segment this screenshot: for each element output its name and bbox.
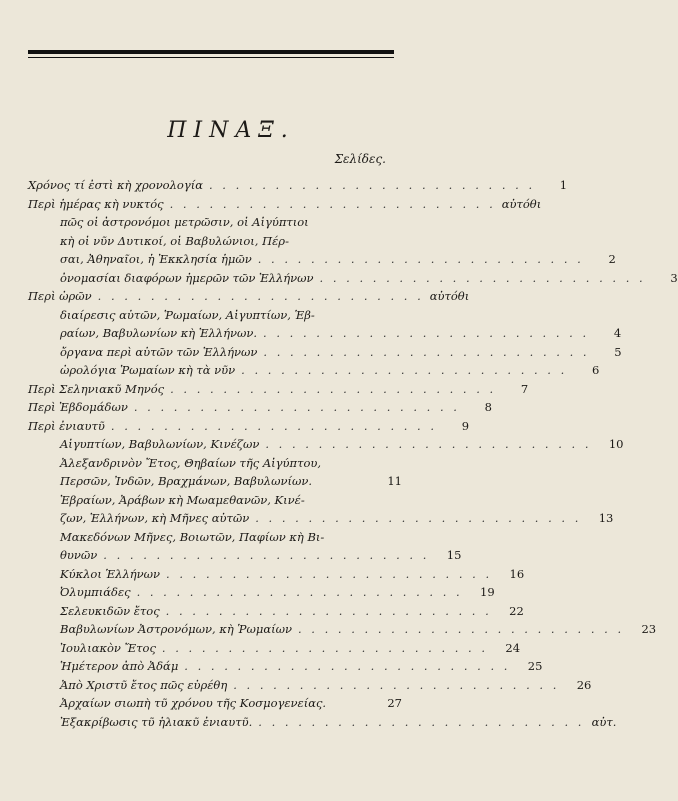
toc-entry-text: Αἰγυπτίων, Βαβυλωνίων, Κινέζων xyxy=(60,437,260,451)
toc-entry-text: Μακεδόνων Μῆνες, Βοιωτῶν, Παφίων κὴ Βι- xyxy=(60,529,325,544)
toc-entry xyxy=(28,491,402,510)
toc-entry-text: Περσῶν, Ἰνδῶν, Βραχμάνων, Βαβυλωνίων. xyxy=(60,474,312,488)
dot-leader: . . . . . . . . . . . . . . . . . . . . . . . . . xyxy=(297,622,625,636)
toc-entry xyxy=(28,306,402,325)
toc-entry-text: κὴ οἱ νῦν Δυτικοί, οἱ Βαβυλώνιοι, Πέρ- xyxy=(60,233,289,248)
toc-entry xyxy=(28,620,657,639)
toc-entry-text: σαι, Ἀθηναῖοι, ἡ Ἐκκλησία ἡμῶν xyxy=(60,252,252,266)
toc-entry-text: ὀνομασίαι διαφόρων ἡμερῶν τῶν Ἑλλήνων xyxy=(60,270,314,285)
toc-page-number: 9 xyxy=(461,418,470,433)
dot-leader: . . . . . . . . . . . . . . . . . . . . . . . . . xyxy=(241,363,568,377)
toc-entry xyxy=(28,232,402,251)
toc-entry-text: Κύκλοι Ἑλλήνων xyxy=(60,566,161,581)
toc-entry xyxy=(28,602,524,621)
toc-entry-text: διαίρεσις αὐτῶν, Ῥωμαίων, Αἰγυπτίων, Ἑβ- xyxy=(60,307,315,322)
toc-page-number: 2 xyxy=(608,252,616,266)
dot-leader: . . . . . . . . . . . . . . . . . . . . . . . . . xyxy=(233,677,560,692)
toc-entry-text: Περὶ Σεληνιακῦ Μηνός xyxy=(28,381,165,396)
toc-entry-text: Βαβυλωνίων Ἀστρονόμων, κὴ Ῥωμαίων xyxy=(60,622,292,636)
page-column-header: Σελίδες. xyxy=(334,152,386,166)
toc-page-number: 19 xyxy=(480,585,495,599)
dot-leader: . . . . . . . . . . . . . . . . . . . . . . . . . xyxy=(258,714,585,729)
toc-entry-text: ὡρολόγια Ῥωμαίων κὴ τὰ νῦν xyxy=(60,363,236,377)
toc-page-number: 5 xyxy=(614,344,622,359)
dot-leader: . . . . . . . . . . . . . . . . . . . . . . . . . xyxy=(255,511,582,525)
toc-entry-text: Περὶ ὡρῶν xyxy=(28,289,92,303)
dot-leader: . . . . . . . . . . . . . . . . . . . . . . . . . xyxy=(263,344,590,359)
dot-leader: . . . . . . . . . . . . . . . . . . . . . . . . . xyxy=(97,289,424,303)
toc-page-number: αὐτ. xyxy=(591,714,617,729)
top-thin-rule xyxy=(28,57,394,58)
toc-entry-text: Ἡμέτερον ἀπὸ Ἀδάμ xyxy=(60,659,179,673)
toc-entry-text: Ἑβραίων, Ἀράβων κὴ Μωαμεθανῶν, Κινέ- xyxy=(60,492,305,507)
dot-leader: . . . . . . . . . . . . . . . . . . . . . . . . . xyxy=(161,640,489,655)
toc-entry-text: Περὶ Ἑβδομάδων xyxy=(28,400,128,414)
toc-entry xyxy=(28,657,543,676)
toc-entry-text: ὄργανα περὶ αὐτῶν τῶν Ἑλλήνων xyxy=(60,344,258,359)
toc-entry xyxy=(28,509,614,528)
toc-entry xyxy=(28,250,616,269)
toc-entry xyxy=(28,676,592,695)
toc-page-number: 26 xyxy=(576,677,592,692)
toc-page-number: 7 xyxy=(520,381,529,396)
toc-entry xyxy=(28,361,600,380)
toc-entry xyxy=(28,454,402,473)
table-of-contents xyxy=(28,176,678,731)
dot-leader: . . . . . . . . . . . . . . . . . . . . . . . . . xyxy=(263,326,590,340)
toc-entry xyxy=(28,639,521,658)
dot-leader: . . . . . . . . . . . . . . . . . . . . . . . . . xyxy=(103,548,430,562)
toc-page-number: 27 xyxy=(387,696,402,710)
dot-leader: . . . . . . . . . . . . . . . . . . . . . . . . . xyxy=(170,381,497,396)
dot-leader: . . . . . . . . . . . . . . . . . . . . . . . . . xyxy=(169,196,496,211)
toc-entry xyxy=(28,380,529,399)
toc-entry xyxy=(28,195,542,214)
toc-page-number: 4 xyxy=(613,326,622,340)
toc-page-number: 16 xyxy=(509,566,525,581)
toc-page-number: 23 xyxy=(641,622,657,636)
toc-entry xyxy=(28,565,525,584)
toc-entry-text: Περὶ ἐνιαυτῦ xyxy=(28,418,105,433)
toc-entry-text: Ἀπὸ Χριστῦ ἔτος πῶς εὑρέθη xyxy=(60,677,228,692)
toc-entry xyxy=(28,176,568,195)
toc-entry xyxy=(28,528,402,547)
toc-page-number: αὐτόθι xyxy=(501,196,542,211)
page-title: ΠΙΝΑΞ. xyxy=(167,118,295,143)
toc-page-number: 6 xyxy=(591,363,600,377)
toc-entry xyxy=(28,583,495,602)
toc-entry xyxy=(28,546,462,565)
toc-entry-text: Σελευκιδῶν ἔτος xyxy=(60,603,160,618)
toc-entry-text: Περὶ ἡμέρας κὴ νυκτός xyxy=(28,196,164,211)
toc-page-number: αὐτόθι xyxy=(429,289,470,303)
toc-entry-text: Ἀρχαίων σιωπὴ τῦ χρόνου τῆς Κοσμογενείας. xyxy=(60,696,327,710)
toc-entry-text: ραίων, Βαβυλωνίων κὴ Ἑλλήνων. xyxy=(60,326,258,340)
toc-entry-text: Ἰουλιακὸν Ἔτος xyxy=(60,640,156,655)
toc-entry-text: Ἀλεξανδρινὸν Ἔτος, Θηβαίων τῆς Αἰγύπτου, xyxy=(60,455,322,470)
toc-entry xyxy=(28,343,622,362)
toc-page-number: 15 xyxy=(446,548,462,562)
toc-page-number: 11 xyxy=(387,474,402,488)
dot-leader: . . . . . . . . . . . . . . . . . . . . . . . . . xyxy=(319,270,646,285)
dot-leader: . . . . . . . . . . . . . . . . . . . . . . . . . xyxy=(165,603,492,618)
toc-entry xyxy=(28,287,470,306)
toc-entry-text: ζων, Ἑλλήνων, κὴ Μῆνες αὐτῶν xyxy=(60,511,250,525)
toc-entry xyxy=(28,417,470,436)
toc-page-number: 13 xyxy=(598,511,614,525)
dot-leader: . . . . . . . . . . . . . . . . . . . . . . . . . xyxy=(133,400,460,414)
toc-entry-text: Ἐξακρίβωσις τῦ ἡλιακῦ ἐνιαυτῦ. xyxy=(60,714,253,729)
toc-page-number: 10 xyxy=(608,437,624,451)
dot-leader: . . . . . . . . . . . . . . . . . . . . . . . . . xyxy=(208,178,536,192)
toc-entry xyxy=(28,694,402,713)
dot-leader: . . . . . . . . . . . . . . . . . . . . . . . . . xyxy=(257,252,584,266)
toc-entry xyxy=(28,713,617,732)
toc-page-number: 3 xyxy=(670,270,678,285)
toc-entry-text: Ὀλυμπιάδες xyxy=(60,585,131,599)
toc-entry-text: Χρόνος τί ἐστὶ κὴ χρονολογία xyxy=(28,178,203,192)
toc-entry xyxy=(28,398,492,417)
dot-leader: . . . . . . . . . . . . . . . . . . . . . . . . . xyxy=(184,659,511,673)
toc-page-number: 8 xyxy=(484,400,492,414)
dot-leader: . . . . . . . . . . . . . . . . . . . . . . . . . xyxy=(166,566,493,581)
dot-leader: . . . . . . . . . . . . . . . . . . . . . . . . . xyxy=(136,585,463,599)
toc-entry xyxy=(28,269,678,288)
toc-entry xyxy=(28,213,402,232)
toc-entry-text: θυνῶν xyxy=(60,548,98,562)
toc-page-number: 24 xyxy=(505,640,521,655)
toc-entry xyxy=(28,324,622,343)
toc-page-number: 1 xyxy=(559,178,568,192)
dot-leader: . . . . . . . . . . . . . . . . . . . . . . . . . xyxy=(265,437,592,451)
toc-entry xyxy=(28,472,402,491)
toc-page-number: 22 xyxy=(509,603,524,618)
dot-leader: . . . . . . . . . . . . . . . . . . . . . . . . . xyxy=(110,418,438,433)
toc-page-number: 25 xyxy=(527,659,543,673)
toc-entry xyxy=(28,435,624,454)
toc-entry-text: πῶς οἱ ἀστρονόμοι μετρῶσιν, οἱ Αἰγύπτιοι xyxy=(60,215,309,229)
top-double-rule xyxy=(28,50,394,54)
